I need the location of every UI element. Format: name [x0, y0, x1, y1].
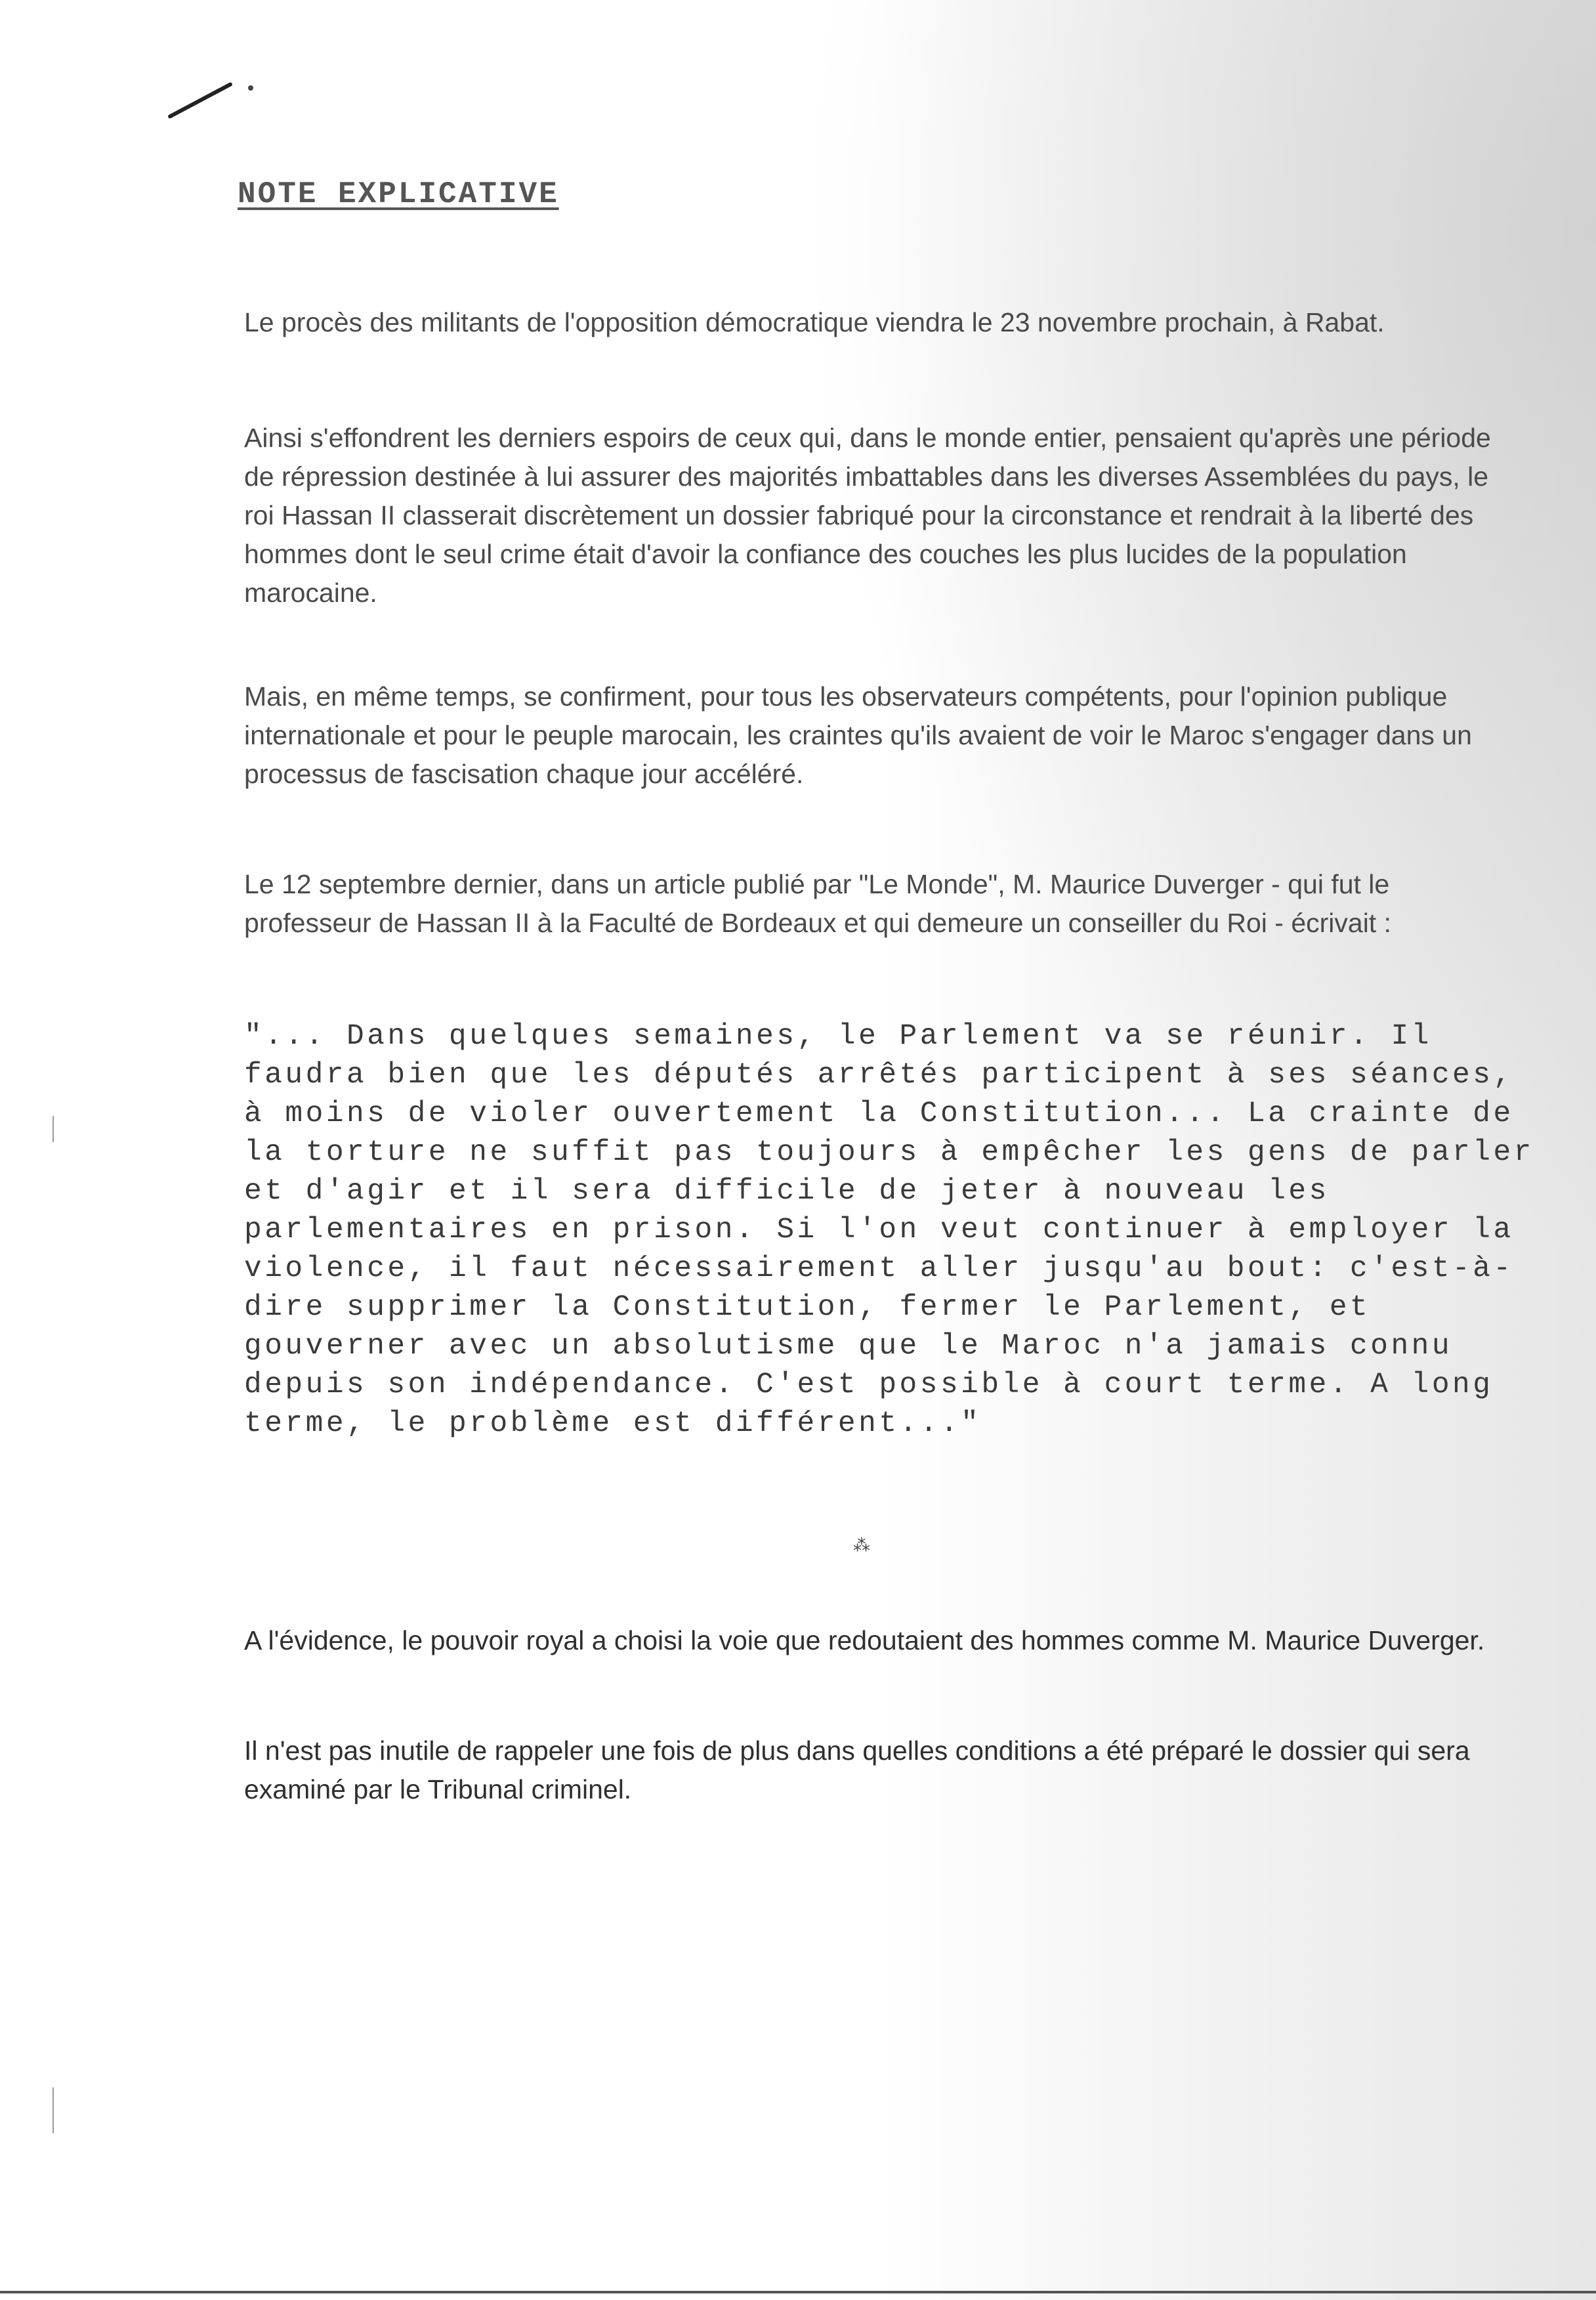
- closing-paragraph-1: A l'évidence, le pouvoir royal a choisi la voie que redoutaient des hommes comme M. Maurice Duverger.: [244, 1625, 1485, 1655]
- paragraph-1: Le procès des militants de l'opposition démocratique viendra le 23 novembre prochain, à Rabat.: [244, 307, 1385, 337]
- quotation-block: "... Dans quelques semaines, le Parlement va se réunir. Il faudra bien que les députés arrêtés participent à ses séances, à moins de violer ouvertement la Constitution... La crainte de la torture ne suffit pas toujours à empêcher les gens de parler et d'agir et il sera difficile de jeter à nouveau les parlementaires en prison. Si l'on veut continuer à employer la violence, il faut nécessairement aller jusqu'au bout: c'est-à-dire supprimer la Constitution, fermer le Parlement, et gouverner avec un absolutisme que le Maroc n'a jamais connu depuis son indépendance. C'est possible à court terme. A long terme, le problème est différent...": [244, 1020, 1534, 1440]
- page-bottom-edge: [0, 2291, 1596, 2293]
- margin-mark: [52, 1116, 54, 1142]
- pen-mark: [167, 82, 233, 119]
- document-title: NOTE EXPLICATIVE: [238, 177, 559, 211]
- paragraph-4: Le 12 septembre dernier, dans un article publié par "Le Monde", M. Maurice Duverger - qui fut le professeur de Hassan II à la Faculté de Bordeaux et qui demeure un conseiller du Roi - écrivait :: [244, 869, 1391, 938]
- margin-mark: [52, 2087, 54, 2133]
- closing-paragraph-2: Il n'est pas inutile de rappeler une fois de plus dans quelles conditions a été préparé le dossier qui sera examiné par le Tribunal criminel.: [244, 1736, 1470, 1804]
- paragraph-3: Mais, en même temps, se confirment, pour tous les observateurs compétents, pour l'opinion publique internationale et pour le peuple marocain, les craintes qu'ils avaient de voir le Maroc s'engager dans un processus de fascisation chaque jour accéléré.: [244, 681, 1472, 789]
- section-separator: ⁂: [853, 1536, 870, 1556]
- paragraph-2: Ainsi s'effondrent les derniers espoirs de ceux qui, dans le monde entier, pensaient qu'après une période de répression destinée à lui assurer des majorités imbattables dans les diverses Assemblées du pays, le roi Hassan II classerait discrètement un dossier fabriqué pour la circonstance et rendrait à la liberté des hommes dont le seul crime était d'avoir la confiance des couches les plus lucides de la population marocaine.: [244, 423, 1491, 608]
- ink-dot: [248, 85, 253, 91]
